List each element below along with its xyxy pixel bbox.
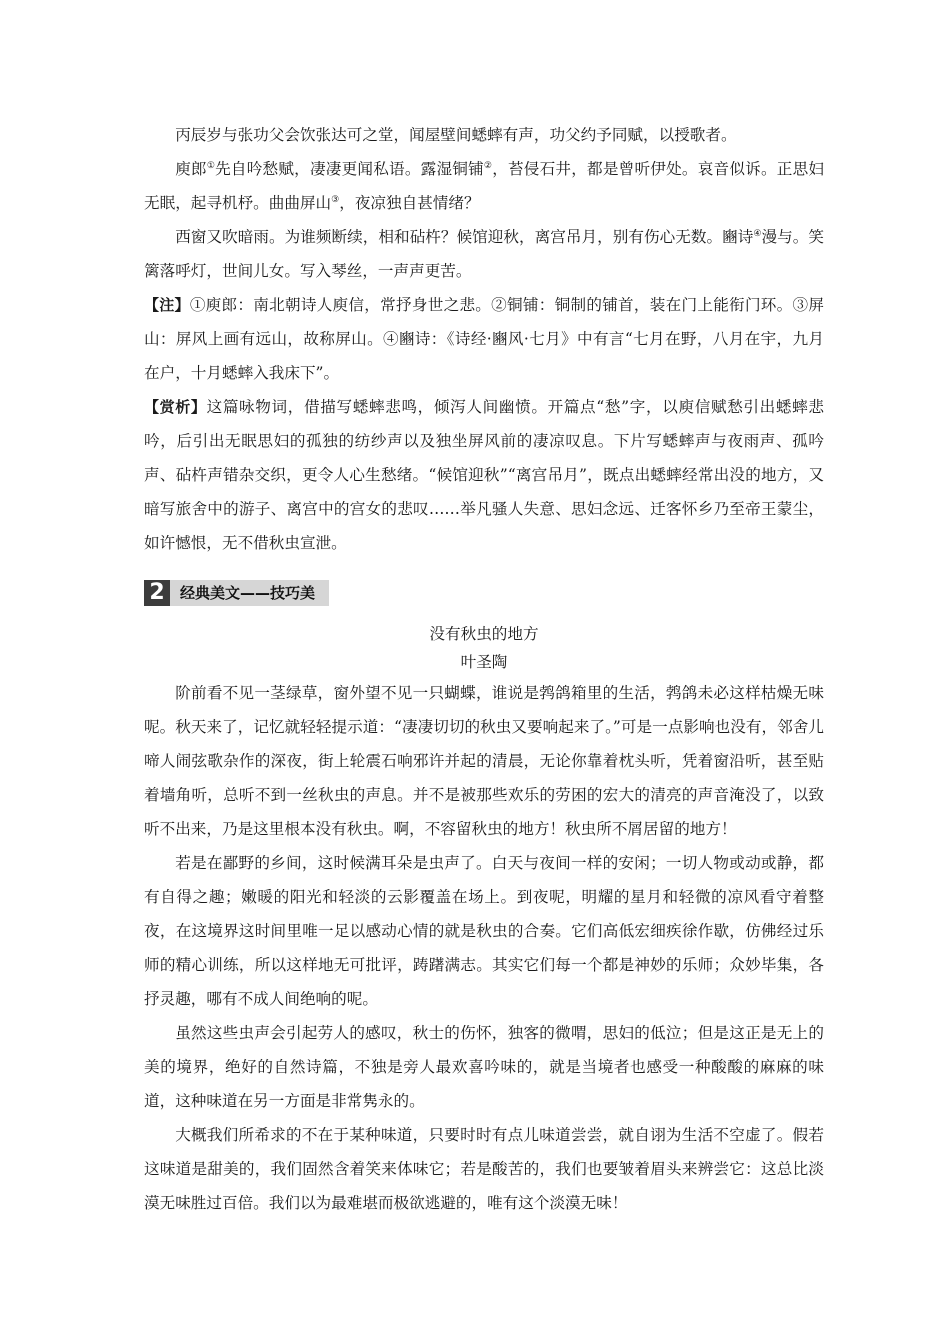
appreciation-tag: 【赏析】 [144, 398, 207, 416]
footnote-marker-4: ④ [753, 228, 762, 239]
poem-stanza-1 [144, 152, 824, 220]
poem-notes [144, 288, 824, 390]
footnote-marker-2: ② [483, 160, 493, 171]
section-title: 经典美文——技巧美 [170, 580, 329, 606]
poem-appreciation [144, 390, 824, 560]
essay-paragraph-3: 虽然这些虫声会引起劳人的感叹，秋士的伤怀，独客的微喟，思妇的低泣；但是这正是无上的美的境界，绝好的自然诗篇，不独是旁人最欢喜吟味的，就是当境者也感受一种酸酸的麻麻的味道，这种味道在另一方面是非常隽永的。 [144, 1024, 824, 1110]
notes-tag: 【注】 [144, 296, 190, 314]
stanza-2-text-a: 西窗又吹暗雨。为谁频断续，相和砧杵？候馆迎秋，离宫吊月，别有伤心无数。豳诗 [175, 228, 754, 246]
essay-paragraph-1: 阶前看不见一茎绿草，窗外望不见一只蝴蝶，谁说是鹁鸽箱里的生活，鹁鸽未必这样枯燥无味呢。秋天来了，记忆就轻轻提示道：“凄凄切切的秋虫又要响起来了。”可是一点影响也没有，邻舍儿啼人闹弦歌杂作的深夜，街上轮震石响邪许并起的清晨，无论你靠着枕头听，凭着窗沿听，甚至贴着墙角听，总听不到一丝秋虫的声息。并不是被那些欢乐的劳困的宏大的清亮的声音淹没了，以致听不出来，乃是这里根本没有秋虫。啊，不容留秋虫的地方！秋虫所不屑居留的地方！ [144, 684, 824, 838]
appreciation-text: 这篇咏物词，借描写蟋蟀悲鸣，倾泻人间幽愤。开篇点“愁”字，以庾信赋愁引出蟋蟀悲吟，后引出无眠思妇的孤独的纺纱声以及独坐屏风前的凄凉叹息。下片写蟋蟀声与夜雨声、孤吟声、砧杵声错杂交织，更令人心生愁绪。“候馆迎秋”“离宫吊月”，既点出蟋蟀经常出没的地方，又暗写旅舍中的游子、离宫中的宫女的悲叹……举凡骚人失意、思妇念远、迁客怀乡乃至帝王蒙尘，如许憾恨，无不借秋虫宣泄。 [144, 398, 824, 552]
section-number: 2 [144, 580, 170, 606]
stanza-1-text-d: ，夜凉独自甚情绪？ [339, 194, 480, 212]
section-header [144, 580, 824, 606]
poem-stanza-2 [144, 220, 824, 288]
footnote-marker-1: ① [206, 160, 216, 171]
essay-paragraph-4: 大概我们所希求的不在于某种味道，只要时时有点儿味道尝尝，就自诩为生活不空虚了。假若这味道是甜美的，我们固然含着笑来体味它；若是酸苦的，我们也要皱着眉头来辨尝它：这总比淡漠无味胜过百倍。我们以为最难堪而极欲逃避的，唯有这个淡漠无味！ [144, 1126, 824, 1212]
stanza-1-text-b: 先自吟愁赋，凄凄更闻私语。露湿铜铺 [215, 160, 484, 178]
poem-preface: 丙辰岁与张功父会饮张达可之堂，闻屋壁间蟋蟀有声，功父约予同赋，以授歌者。 [175, 126, 737, 144]
notes-text: ①庾郎：南北朝诗人庾信，常抒身世之悲。②铜铺：铜制的铺首，装在门上能衔门环。③屏山：屏风上画有远山，故称屏山。④豳诗：《诗经·豳风·七月》中有言“七月在野，八月在宇，九月在户，十月蟋蟀入我床下”。 [144, 296, 824, 382]
document-page [144, 118, 824, 1220]
stanza-1-text-a: 庾郎 [175, 160, 207, 178]
essay-title: 没有秋虫的地方 [429, 625, 539, 643]
essay-author: 叶圣陶 [460, 653, 508, 671]
stanza-1-text-c: ，苔侵石井，都是曾听伊处。哀音似诉。正思妇无眠，起寻机杼。曲曲屏山 [144, 160, 824, 212]
essay-paragraph-2: 若是在鄙野的乡间，这时候满耳朵是虫声了。白天与夜间一样的安闲；一切人物或动或静，都有自得之趣；嫩暖的阳光和轻淡的云影覆盖在场上。到夜呢，明耀的星月和轻微的凉风看守着整夜，在这境界这时间里唯一足以感动心情的就是秋虫的合奏。它们高低宏细疾徐作歇，仿佛经过乐师的精心训练，所以这样地无可批评，踌躇满志。其实它们每一个都是神妙的乐师；众妙毕集，各抒灵趣，哪有不成人间绝响的呢。 [144, 854, 824, 1008]
stanza-2-text-b: 漫与。笑篱落呼灯，世间儿女。写入琴丝，一声声更苦。 [144, 228, 824, 280]
footnote-marker-3: ③ [331, 194, 340, 205]
